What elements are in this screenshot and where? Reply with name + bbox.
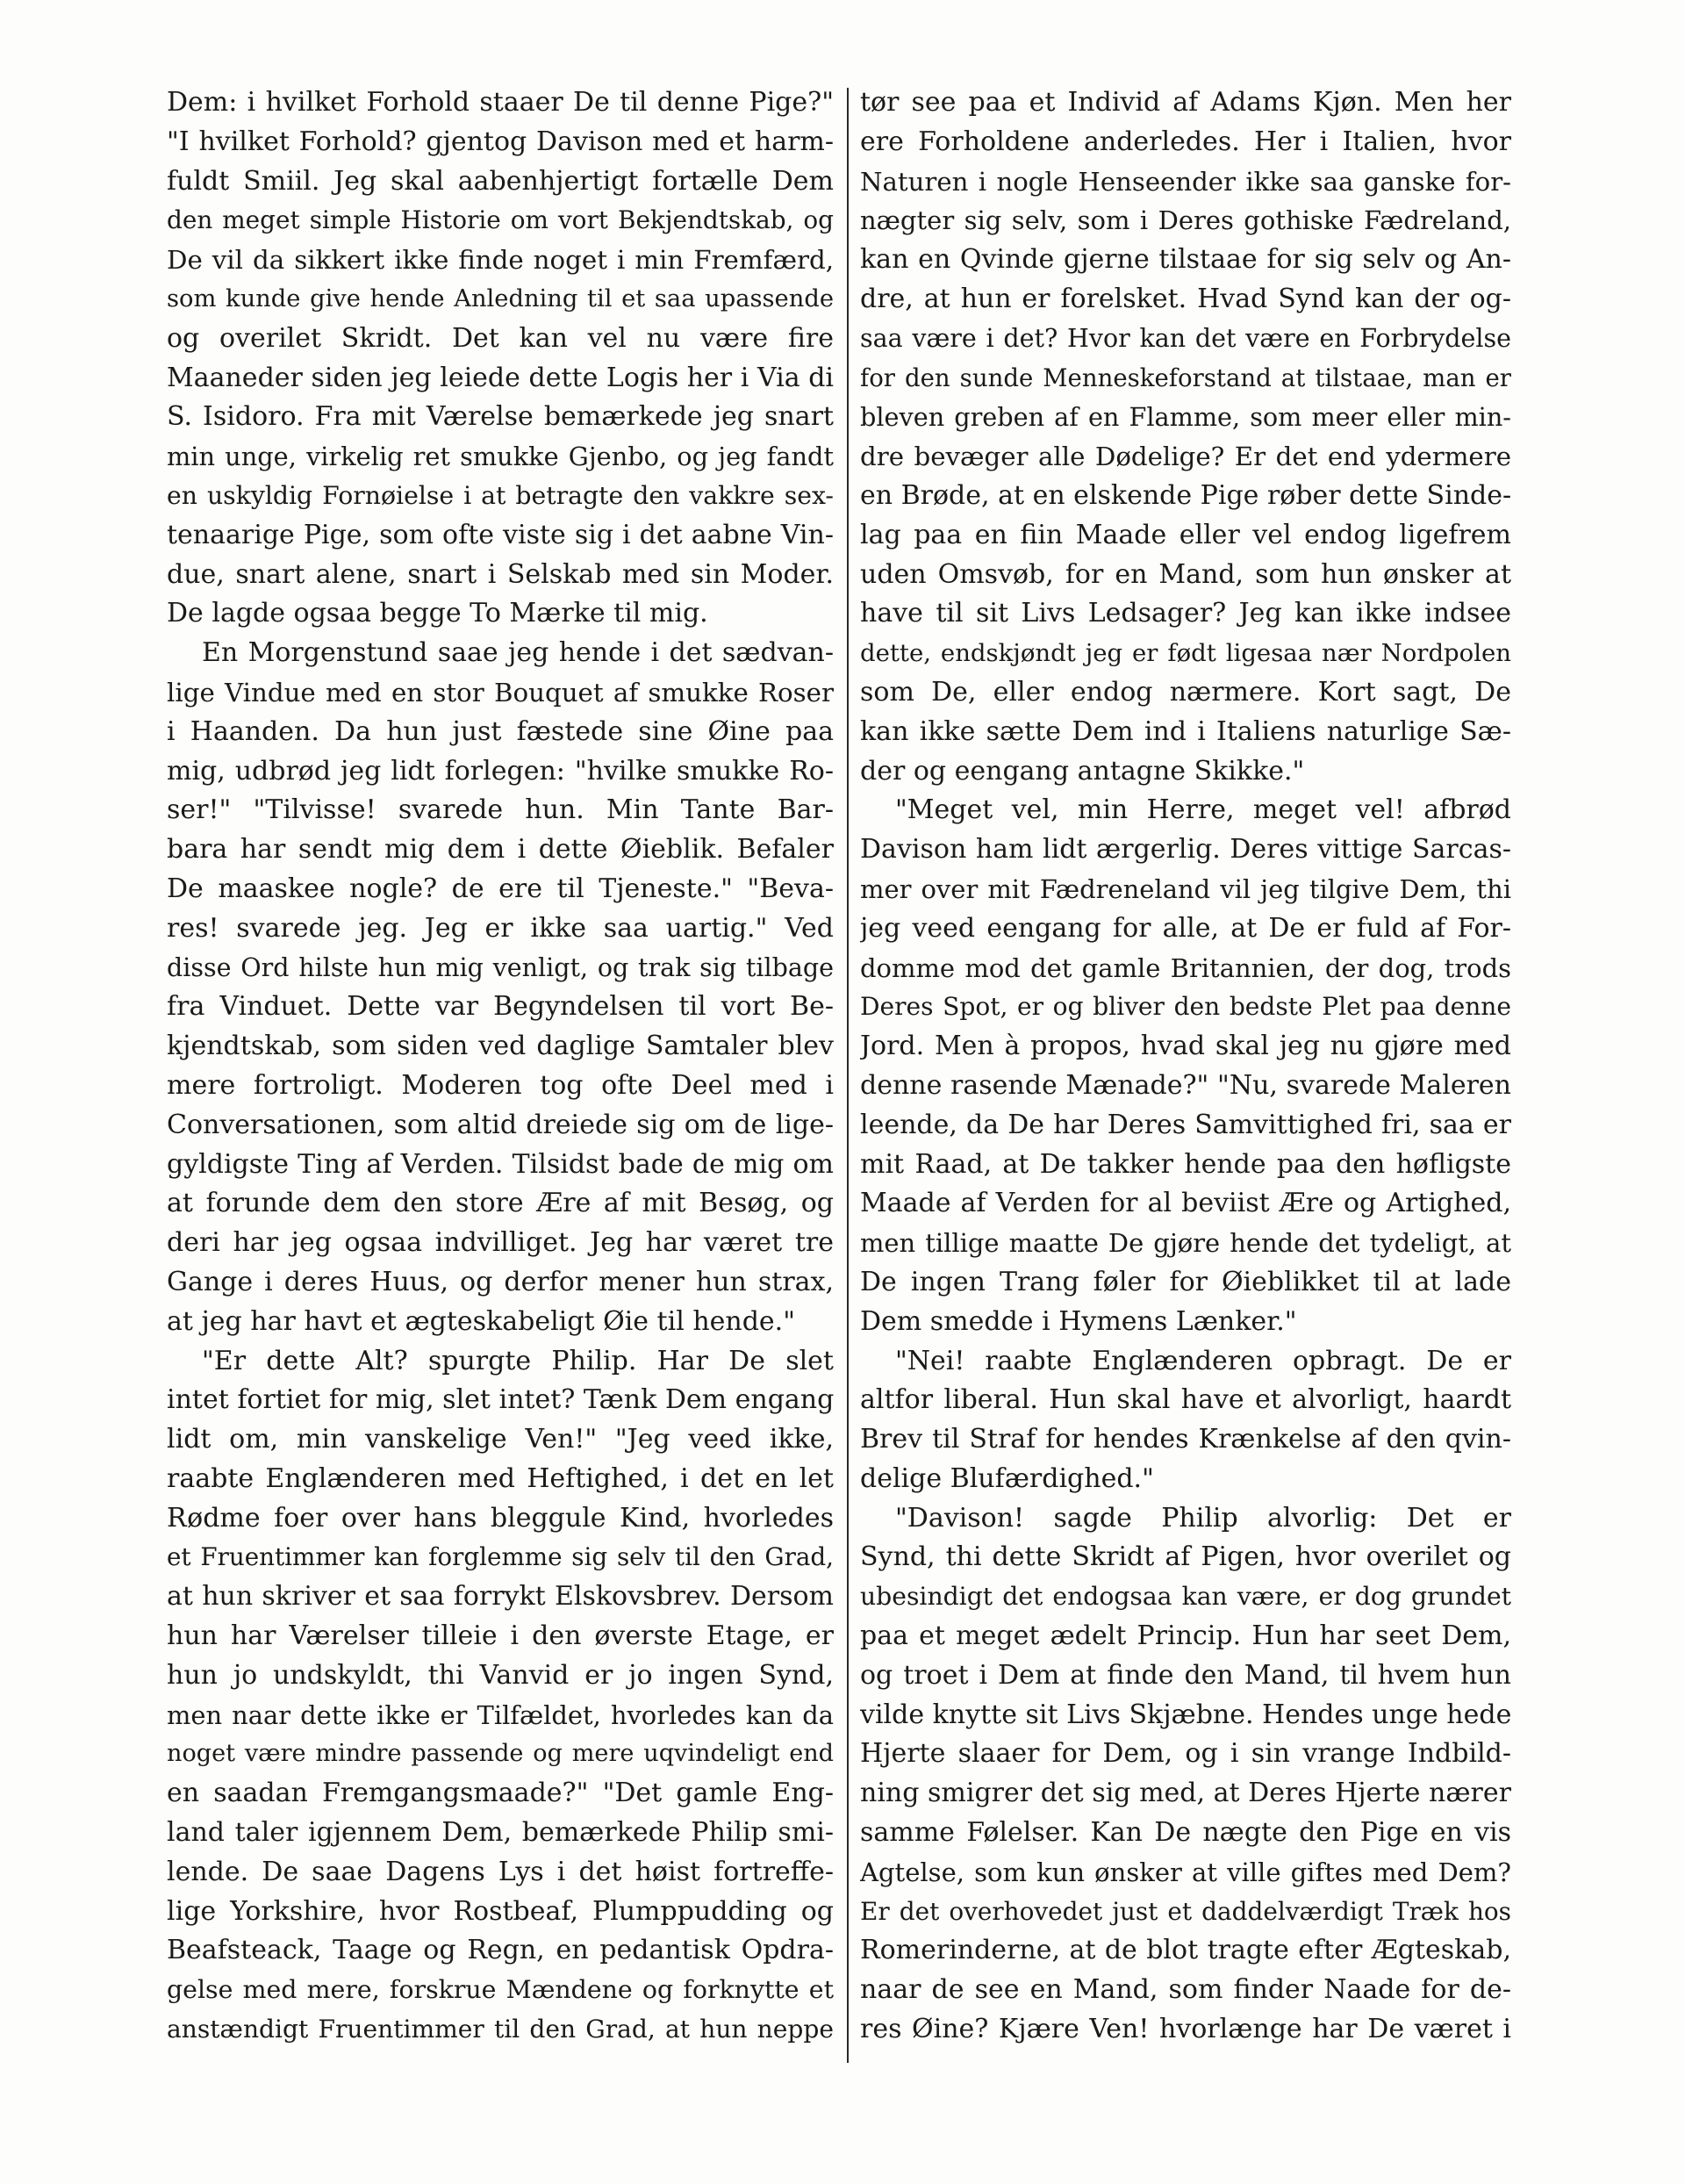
text-line: kan en Qvinde gjerne tilstaae for sig selv og An- [860, 244, 1511, 276]
text-line: hun jo undskyldt, thi Vanvid er jo ingen Synd, [167, 1659, 834, 1691]
text-line: mere fortroligt. Moderen tog ofte Deel med i [167, 1069, 834, 1101]
text-line: uden Omsvøb, for en Mand, som hun ønsker at [860, 558, 1511, 590]
text-line: Maaneder siden jeg leiede dette Logis her i Via di [167, 362, 834, 393]
text-line: delige Blufærdighed." [860, 1462, 1154, 1494]
text-line: vilde knytte sit Livs Skjæbne. Hendes unge hede [860, 1699, 1511, 1730]
text-line: mer over mit Fædreneland vil jeg tilgive Dem, thi [860, 873, 1511, 904]
right-text-column [860, 83, 1511, 2067]
text-line: Hjerte slaaer for Dem, og i sin vrange Indbild- [860, 1738, 1511, 1770]
text-line: kan ikke sætte Dem ind i Italiens naturlige Sæ- [860, 715, 1511, 747]
text-line: som De, eller endog nærmere. Kort sagt, De [860, 676, 1511, 708]
text-line: anstændigt Fruentimmer til den Grad, at hun neppe [167, 2015, 834, 2044]
text-line: Jord. Men à propos, hvad skal jeg nu gjøre med [860, 1031, 1511, 1062]
text-line: som kunde give hende Anledning til et saa upassende [167, 284, 834, 313]
text-line: at forunde dem den store Ære af mit Besøg, og [167, 1188, 834, 1219]
text-line: Naturen i nogle Henseender ikke saa ganske for- [860, 166, 1511, 197]
text-line: dre bevæger alle Dødelige? Er det end ydermere [860, 442, 1511, 472]
text-line: lidt om, min vanskelige Ven!" "Jeg veed ikke, [167, 1424, 834, 1455]
text-line: res! svarede jeg. Jeg er ikke saa uartig." Ved [167, 912, 834, 944]
text-line: lag paa en fiin Maade eller vel endog ligefrem [860, 519, 1511, 550]
text-line: og troet i Dem at finde den Mand, til hvem hun [860, 1659, 1511, 1691]
text-line: Dem smedde i Hymens Lænker." [860, 1305, 1297, 1337]
left-text-column [167, 83, 834, 2067]
text-line: mig, udbrød jeg lidt forlegen: "hvilke smukke Ro- [167, 755, 834, 787]
text-line: min unge, virkelig ret smukke Gjenbo, og jeg fandt [167, 442, 834, 472]
text-line: De ingen Trang føler for Øieblikket til at lade [860, 1266, 1511, 1297]
text-line: dre, at hun er forelsket. Hvad Synd kan der og- [860, 283, 1511, 314]
text-line: Synd, thi dette Skridt af Pigen, hvor overilet og [860, 1541, 1511, 1573]
text-line: En Morgenstund saae jeg hende i det sædvan- [202, 637, 834, 669]
text-line: res Øine? Kjære Ven! hvorlænge har De været i [860, 2014, 1511, 2045]
text-line: for den sunde Menneskeforstand at tilstaae, man er [860, 363, 1511, 392]
text-line: mit Raad, at De takker hende paa den høfligste [860, 1148, 1511, 1180]
text-line: naar de see en Mand, som finder Naade for de- [860, 1974, 1511, 2006]
text-line: en Brøde, at en elskende Pige røber dette Sinde- [860, 479, 1511, 511]
text-line: altfor liberal. Hun skal have et alvorligt, haardt [860, 1384, 1511, 1416]
text-line: der og eengang antagne Skikke." [860, 755, 1305, 787]
text-line: ubesindigt det endogsaa kan være, er dog grundet [860, 1582, 1511, 1612]
text-line: "I hvilket Forhold? gjentog Davison med et harm- [167, 126, 834, 157]
text-line: Brev til Straf for hendes Krænkelse af den qvin- [860, 1424, 1511, 1455]
text-line: S. Isidoro. Fra mit Værelse bemærkede jeg snart [167, 401, 834, 433]
text-line: ser!" "Tilvisse! svarede hun. Min Tante Bar- [167, 794, 834, 826]
text-line: "Er dette Alt? spurgte Philip. Har De slet [202, 1345, 834, 1376]
text-line: noget være mindre passende og mere uqvindeligt end [167, 1740, 834, 1768]
text-line: nægter sig selv, som i Deres gothiske Fædreland, [860, 205, 1511, 236]
text-line: lige Vindue med en stor Bouquet af smukke Roser [167, 677, 834, 708]
text-line: raabte Englænderen med Heftighed, i det en let [167, 1462, 834, 1494]
text-line: at hun skriver et saa forrykt Elskovsbrev. Dersom [167, 1581, 834, 1613]
text-line: bleven greben af en Flamme, som meer eller min- [860, 402, 1511, 433]
text-line: lende. De saae Dagens Lys i det høist fortreffe- [167, 1856, 834, 1887]
text-line: at jeg har havt et ægteskabeligt Øie til hende." [167, 1305, 796, 1337]
text-line: gelse med mere, forskrue Mændene og forknytte et [167, 1975, 834, 2005]
text-line: en uskyldig Fornøielse i at betragte den vakkre sex- [167, 480, 834, 510]
text-line: ning smigrer det sig med, at Deres Hjerte nærer [860, 1778, 1511, 1809]
text-line: gyldigste Ting af Verden. Tilsidst bade de mig om [167, 1148, 834, 1180]
text-line: Rødme foer over hans bleggule Kind, hvorledes [167, 1502, 834, 1534]
text-line: tenaarige Pige, som ofte viste sig i det aabne Vin- [167, 519, 834, 550]
text-line: leende, da De har Deres Samvittighed fri, saa er [860, 1109, 1511, 1140]
text-line: fuldt Smiil. Jeg skal aabenhjertigt fortælle Dem [167, 165, 834, 197]
text-line: dette, endskjøndt jeg er født ligesaa nær Nordpolen [860, 639, 1511, 668]
text-line: Davison ham lidt ærgerlig. Deres vittige Sarcas- [860, 834, 1511, 866]
text-line: Romerinderne, at de blot tragte efter Ægteskab, [860, 1935, 1511, 1966]
text-line: Beafsteack, Taage og Regn, en pedantisk Opdra- [167, 1935, 834, 1966]
text-line: have til sit Livs Ledsager? Jeg kan ikke indsee [860, 598, 1511, 629]
text-line: "Davison! sagde Philip alvorlig: Det er [895, 1502, 1511, 1534]
text-line: Deres Spot, er og bliver den bedste Plet paa denne [860, 992, 1511, 1022]
text-line: den meget simple Historie om vort Bekjendtskab, og [167, 205, 834, 235]
text-line: De maaskee nogle? de ere til Tjeneste." "Beva- [167, 873, 834, 904]
text-line: Maade af Verden for al beviist Ære og Artighed, [860, 1188, 1511, 1219]
text-line: Dem: i hvilket Forhold staaer De til denne Pige?" [167, 87, 834, 118]
text-line: en saadan Fremgangsmaade?" "Det gamle Eng- [167, 1778, 834, 1809]
text-line: denne rasende Mænade?" "Nu, svarede Maleren [860, 1069, 1511, 1101]
text-line: "Nei! raabte Englænderen opbragt. De er [895, 1345, 1511, 1376]
text-line: Agtelse, som kun ønsker at ville giftes med Dem? [860, 1857, 1511, 1887]
text-line: men naar dette ikke er Tilfældet, hvorledes kan da [167, 1699, 834, 1730]
text-line: deri har jeg ogsaa indvilliget. Jeg har været tre [167, 1227, 834, 1259]
text-line: fra Vinduet. Dette var Begyndelsen til vort Be- [167, 991, 834, 1023]
text-line: et Fruentimmer kan forglemme sig selv til den Grad, [167, 1542, 834, 1572]
text-line: tør see paa et Individ af Adams Kjøn. Men her [860, 87, 1511, 118]
text-line: jeg veed eengang for alle, at De er fuld af For- [860, 912, 1511, 944]
text-line: land taler igjennem Dem, bemærkede Philip smi- [167, 1817, 834, 1849]
text-line: bara har sendt mig dem i dette Øieblik. Befaler [167, 834, 834, 866]
text-line: i Haanden. Da hun just fæstede sine Øine paa [167, 715, 834, 747]
text-line: Er det overhovedet just et daddelværdigt Træk hos [860, 1896, 1511, 1926]
text-line: domme mod det gamle Britannien, der dog, trods [860, 952, 1511, 983]
text-line: "Meget vel, min Herre, meget vel! afbrød [895, 794, 1511, 826]
text-line: og overilet Skridt. Det kan vel nu være fire [167, 322, 834, 354]
text-line: intet fortiet for mig, slet intet? Tænk Dem engang [167, 1384, 834, 1416]
text-line: due, snart alene, snart i Selskab med sin Moder. [167, 558, 834, 590]
column-divider [847, 88, 849, 2063]
text-line: samme Følelser. Kan De nægte den Pige en vis [860, 1817, 1511, 1849]
text-line: disse Ord hilste hun mig venligt, og trak sig tilbage [167, 952, 834, 982]
text-line: saa være i det? Hvor kan det være en Forbrydelse [860, 323, 1511, 353]
text-line: paa et meget ædelt Princip. Hun har seet Dem, [860, 1620, 1511, 1652]
text-line: De lagde ogsaa begge To Mærke til mig. [167, 598, 708, 629]
text-line: kjendtskab, som siden ved daglige Samtaler blev [167, 1031, 834, 1062]
text-line: Conversationen, som altid dreiede sig om de lige- [167, 1109, 834, 1140]
text-line: De vil da sikkert ikke finde noget i min Fremfærd, [167, 245, 834, 276]
text-line: Gange i deres Huus, og derfor mener hun strax, [167, 1266, 834, 1297]
text-line: hun har Værelser tilleie i den øverste Etage, er [167, 1620, 834, 1652]
text-line: lige Yorkshire, hvor Rostbeaf, Plumppudding og [167, 1895, 834, 1927]
text-line: men tillige maatte De gjøre hende det tydeligt, at [860, 1228, 1511, 1259]
text-line: ere Forholdene anderledes. Her i Italien, hvor [860, 126, 1511, 157]
